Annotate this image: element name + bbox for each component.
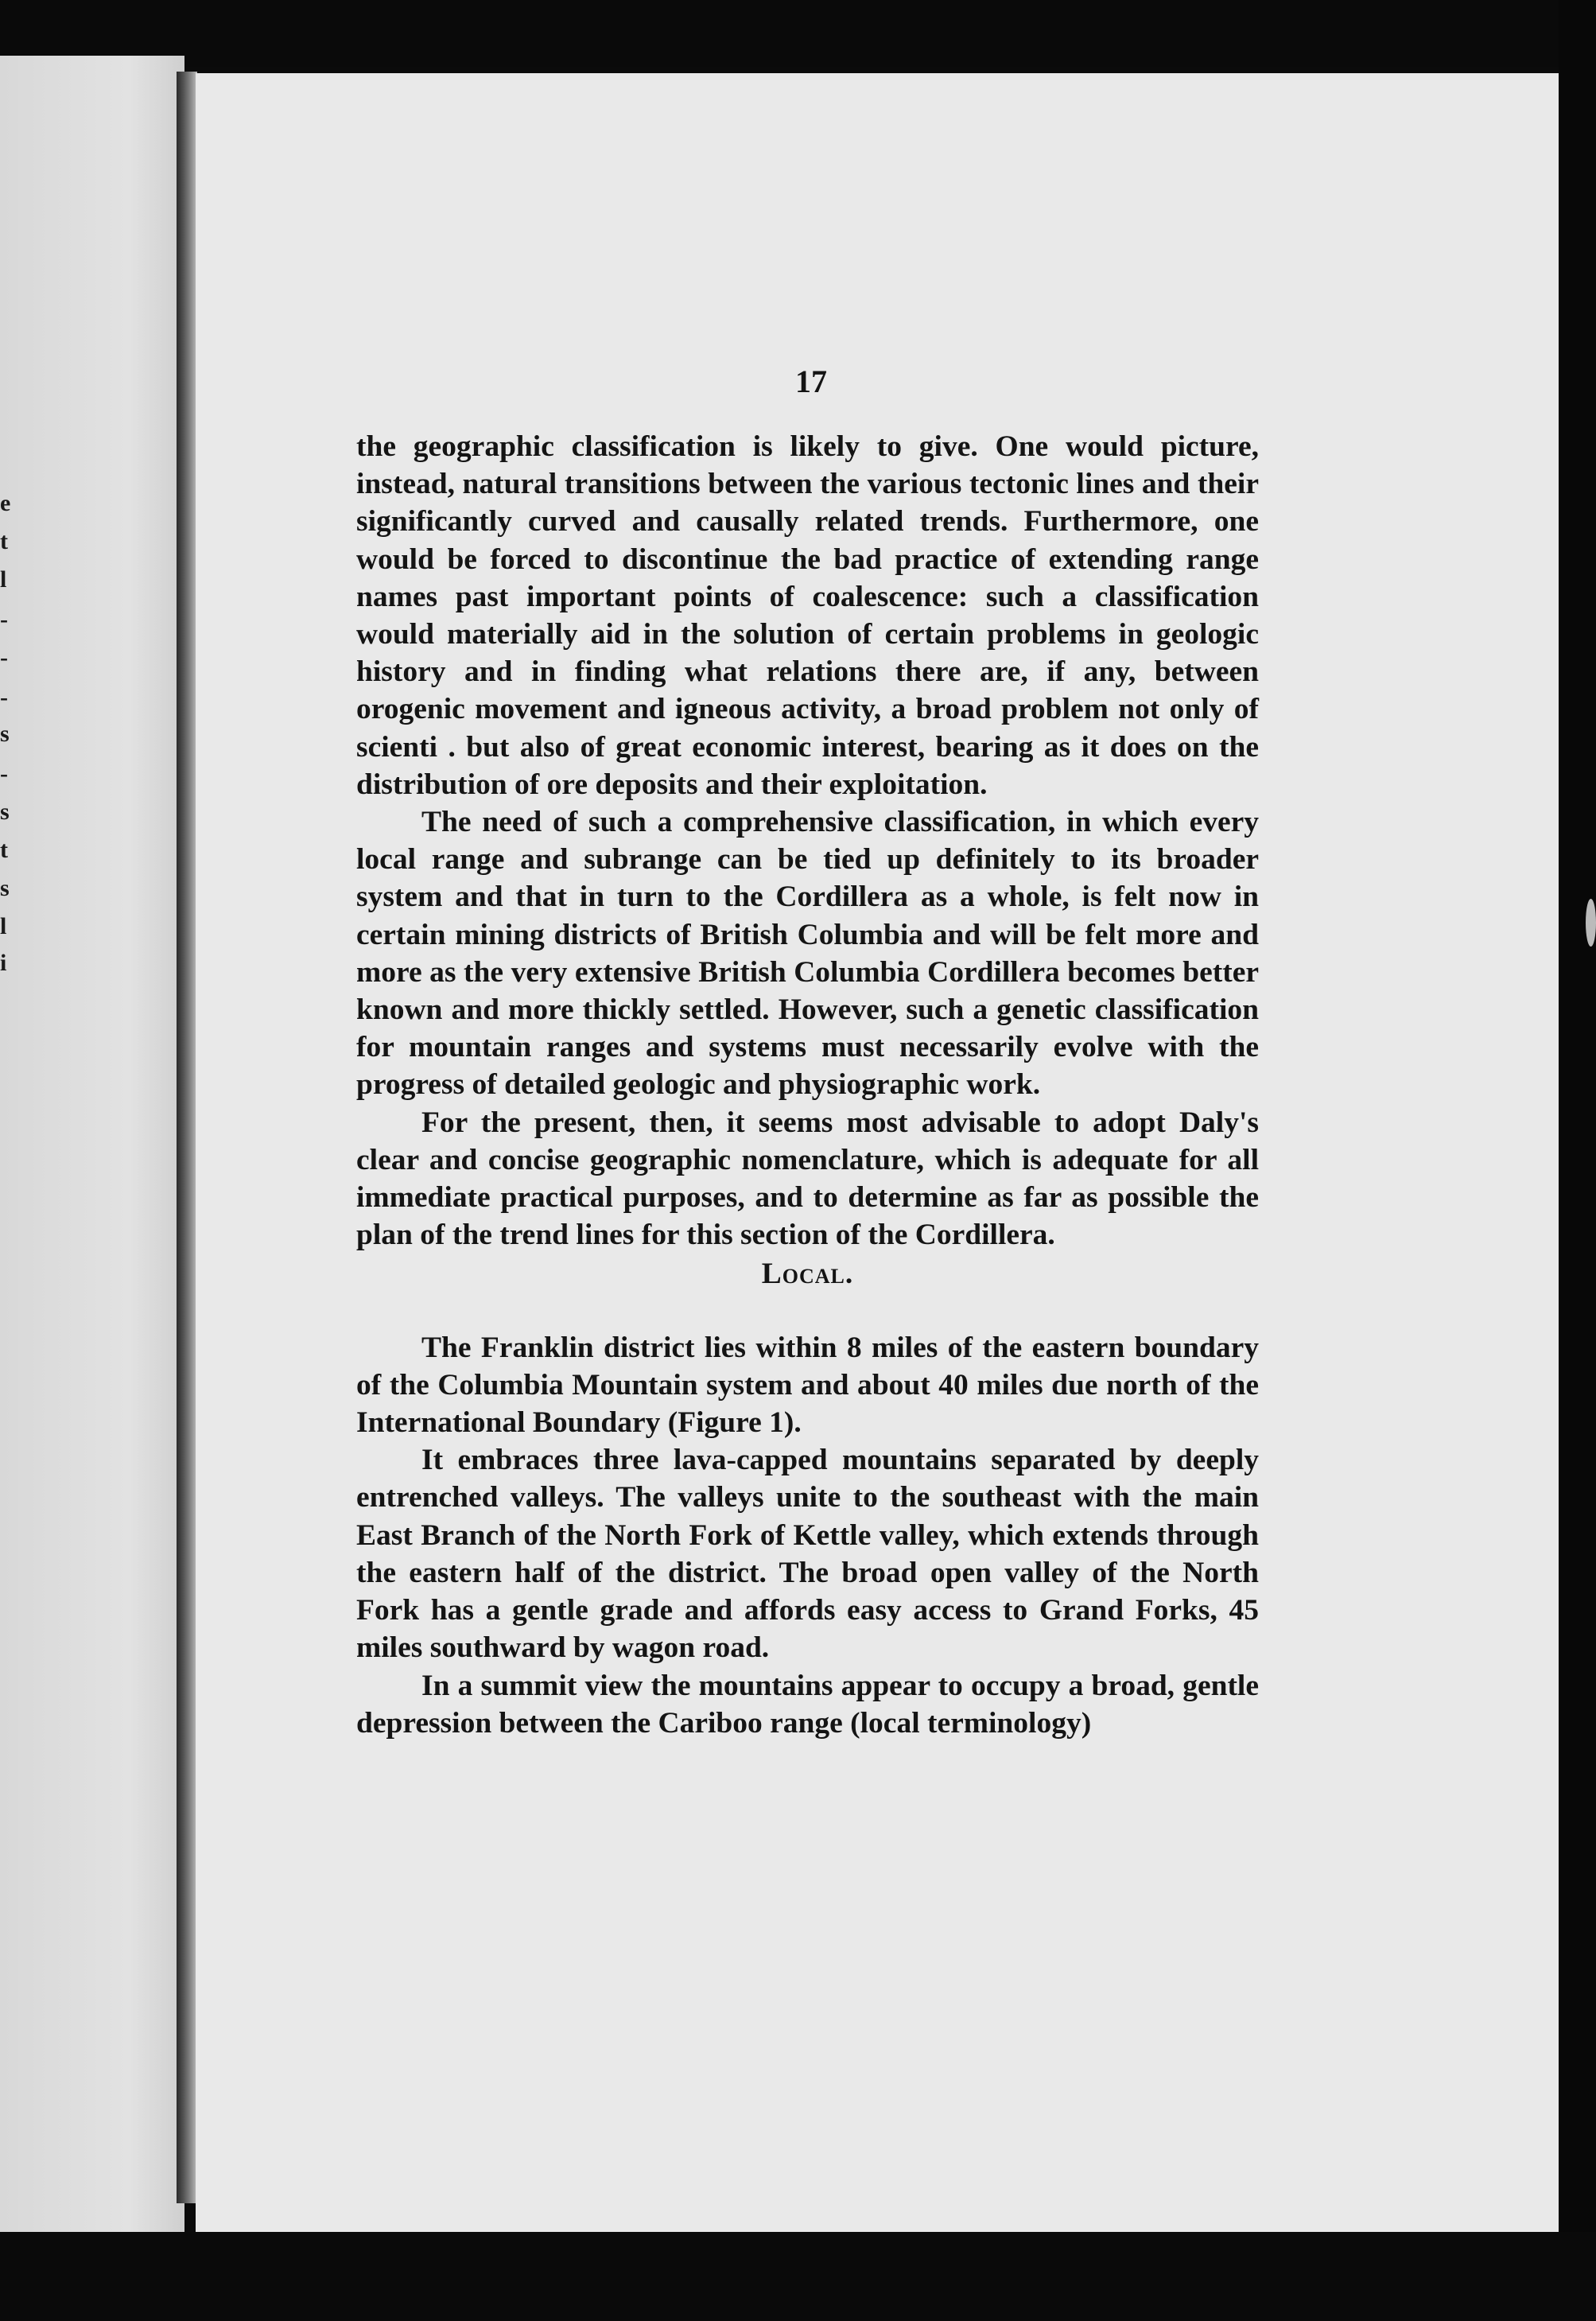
paragraph: It embraces three lava-capped mountains separated by deeply entrenched valleys. The valleys unite to the southeast with the main East Branch of the North Fork of Kettle valley, which extends through the eastern half of the district. The broad open valley of the North Fork has a gentle grade and affords easy access to Grand Forks, 45 miles southward by wagon road. [356, 1444, 1259, 1665]
previous-page-fragment: l [0, 566, 7, 593]
paragraph: The need of such a comprehensive classification, in which every local range and subrange can be tied up definitely to its broader system and that in turn to the Cordillera as a whole, is felt now in certain mining districts of British Columbia and will be felt more and more as the very extensive British Columbia Cordillera becomes better known and more thickly settled. However, such a genetic classification for mountain ranges and systems must necessarily evolve with the progress of detailed geologic and physiographic work. [356, 806, 1259, 1102]
body-text [356, 428, 1259, 1742]
paragraph: the geographic classification is likely to give. One would picture, instead, natural transitions between the various tectonic lines and their significantly curved and causally related trends. Furthermore, one would be forced to discontinue the bad practice of extending range names past important points of coalescence: such a classification would materially aid in the solution of certain problems in geologic history and in finding what relations there are, if any, between orogenic movement and igneous activity, a broad problem not only of scienti . but also of great economic interest, bearing as it does on the distribution of ore deposits and their exploitation. [356, 430, 1259, 801]
previous-page-fragment: t [0, 528, 8, 554]
binding-gutter [177, 72, 197, 2203]
previous-page-fragment: - [0, 684, 8, 710]
previous-page-fragment: t [0, 837, 8, 863]
previous-page-fragment: l [0, 913, 7, 939]
previous-page-fragment: - [0, 644, 8, 671]
previous-page-fragment: - [0, 606, 8, 632]
scan-artifact [1586, 899, 1596, 947]
previous-page-fragment: s [0, 799, 10, 825]
paragraph: The Franklin district lies within 8 miles of the eastern boundary of the Columbia Mountain system and about 40 miles due north of the International Boundary (Figure 1). [356, 1331, 1259, 1440]
previous-page-fragment: s [0, 721, 10, 747]
scan-border-right [1559, 0, 1596, 2321]
paragraph: In a summit view the mountains appear to occupy a broad, gentle depression between the Cariboo range (local terminology) [356, 1669, 1259, 1740]
previous-page-edge [0, 56, 184, 2251]
scan-border-bottom [0, 2232, 1596, 2321]
section-heading: Local. [761, 1258, 854, 1291]
page-number: 17 [795, 364, 827, 399]
previous-page-fragment: i [0, 950, 7, 976]
previous-page-fragment: s [0, 875, 10, 901]
previous-page-fragment: e [0, 490, 11, 516]
scan-border-top [0, 0, 1596, 67]
previous-page-fragment: - [0, 760, 8, 787]
paragraph: For the present, then, it seems most advisable to adopt Daly's clear and concise geographic nomenclature, which is adequate for all immediate practical purposes, and to determine as far as possible the plan of the trend lines for this section of the Cordillera. [356, 1106, 1259, 1252]
